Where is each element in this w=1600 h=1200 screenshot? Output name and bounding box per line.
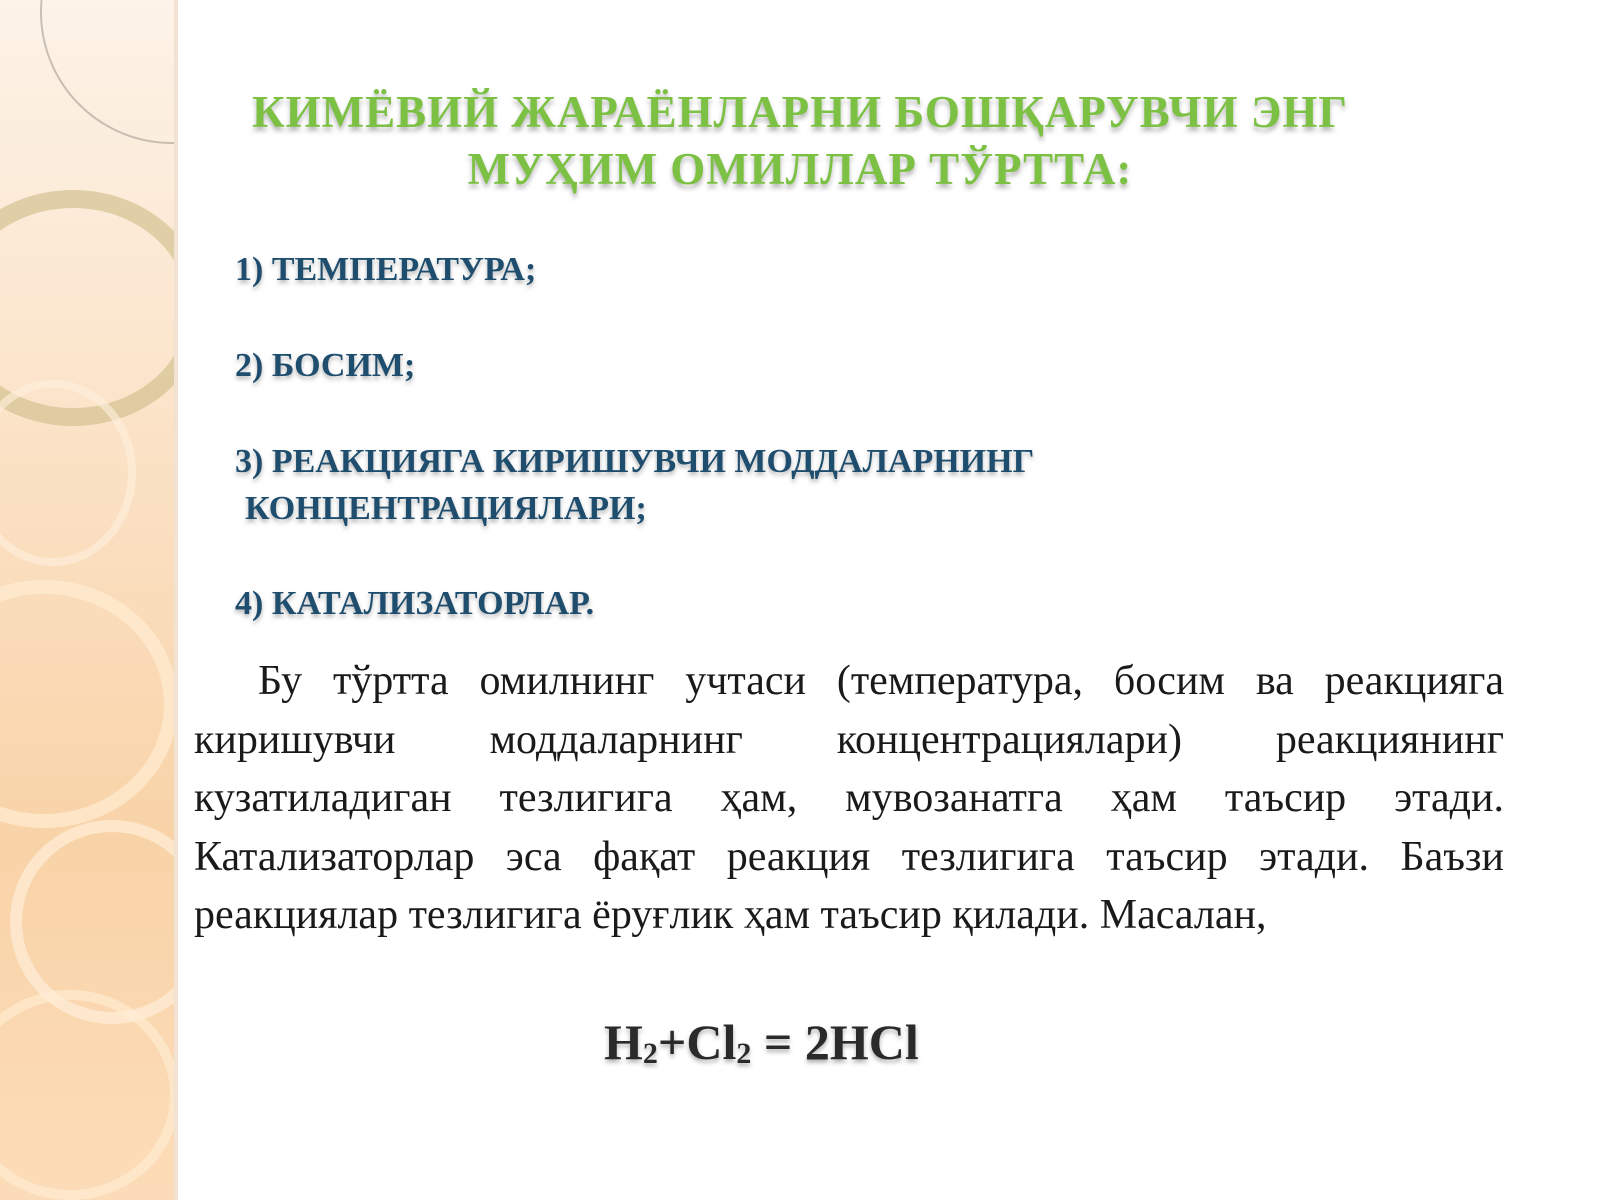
decorative-swirl — [0, 580, 178, 828]
factor-label: 3) РЕАКЦИЯГА КИРИШУВЧИ МОДДАЛАРНИНГ — [235, 443, 1035, 480]
body-paragraph: Бу тўртта омилнинг учтаси (температура, босим ва реакцияга киришувчи моддаларнинг концентрациялари) реакциянинг кузатиладиган тезлигига ҳам, мувозанатга ҳам таъсир этади. Катализаторлар эса фақат реакция тезлигига таъсир этади. Баъзи реакциялар тезлигига ёруғлик ҳам таъсир қилади. Масалан, — [194, 658, 1504, 938]
slide-title-line-1: КИМЁВИЙ ЖАРАЁНЛАРНИ БОШҚАРУВЧИ ЭНГ — [252, 87, 1348, 137]
factor-label: 4) КАТАЛИЗАТОРЛАР. — [235, 585, 595, 622]
decorative-side-panel — [0, 0, 178, 1200]
factor-label-continuation: КОНЦЕНТРАЦИЯЛАРИ; — [245, 490, 647, 527]
decorative-swirl — [40, 0, 178, 144]
formula-subscript: 2 — [642, 1037, 658, 1070]
formula-product: = 2HCl — [751, 1014, 919, 1070]
decorative-swirl — [0, 990, 178, 1200]
slide-title — [200, 84, 1400, 198]
formula-chlorine: +Cl — [657, 1014, 737, 1070]
factor-label: 1) ТЕМПЕРАТУРА; — [235, 251, 537, 288]
formula-subscript: 2 — [736, 1037, 752, 1070]
slide-title-line-2: МУҲИМ ОМИЛЛАР ТЎРТТА: — [467, 144, 1133, 194]
chemical-equation — [604, 1010, 919, 1082]
factor-item-concentration — [235, 438, 1034, 532]
factor-item-catalysts — [235, 580, 594, 627]
factor-label: 2) БОСИМ; — [235, 347, 416, 384]
factor-item-temperature — [235, 246, 536, 293]
panel-edge — [174, 0, 178, 1200]
factor-item-pressure — [235, 342, 415, 389]
formula-hydrogen: H — [604, 1014, 643, 1070]
